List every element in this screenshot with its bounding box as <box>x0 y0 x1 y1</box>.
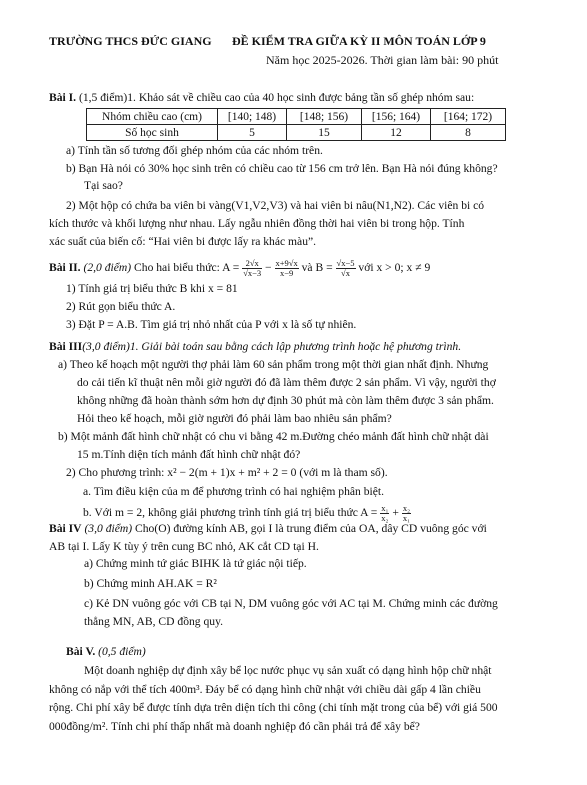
bai1-part2-line3: xác suất của biến cố: “Hai viên bi được lấy ra khác màu”. <box>49 235 317 248</box>
bai3-part2: 2) Cho phương trình: x² − 2(m + 1)x + m² + 2 = 0 (với m là tham số). <box>66 466 388 479</box>
fraction-numerator: x₁ <box>381 503 389 513</box>
fraction-b <box>336 259 356 278</box>
bai1-intro-text: (1,5 điểm)1. Khảo sát về chiều cao của 40 học sinh được bảng tần số ghép nhóm sau: <box>76 91 475 104</box>
bai2-condition: với x > 0; x ≠ 9 <box>355 261 431 275</box>
table-cell: [156; 164) <box>362 109 431 125</box>
table-cell: [164; 172) <box>431 109 506 125</box>
fraction-denominator: x−9 <box>279 268 294 278</box>
bai2-label: Bài II. <box>49 261 81 275</box>
bai1-label: Bài I. <box>49 91 77 104</box>
bai1-intro <box>49 91 474 105</box>
bai4-question-b: b) Chứng minh AH.AK = R² <box>84 577 217 590</box>
table-cell: 15 <box>287 125 362 141</box>
table-cell: 12 <box>362 125 431 141</box>
bai5-heading <box>66 645 146 659</box>
bai3-intro-text: (3,0 điểm)1. Giải bài toán sau bằng cách lập phương trình hoặc hệ phương trình. <box>82 340 462 353</box>
bai3-label: Bài III <box>49 340 83 353</box>
bai3-part2-b-text: b. Với m = 2, không giải phương trình tính giá trị biểu thức A = <box>83 506 381 520</box>
bai1-question-a: a) Tính tần số tương đối ghép nhóm của các nhóm trên. <box>66 144 323 157</box>
frequency-table <box>86 108 506 141</box>
bai3-a-line1: a) Theo kế hoạch một người thợ phải làm 60 sản phẩm trong một thời gian nhất định. Nhưng <box>58 358 489 371</box>
bai2-question-2: 2) Rút gọn biểu thức A. <box>66 300 176 313</box>
fraction-a1 <box>242 259 262 278</box>
bai3-part2-b <box>83 504 411 523</box>
table-row <box>87 109 506 125</box>
bai5-line2: không có nắp với thể tích 400m³. Đáy bể có dạng hình chữ nhật với chiều dài gấp 4 lần chiều <box>49 683 481 696</box>
bai3-a-line4: Hỏi theo kế hoạch, mỗi giờ người đó phải làm bao nhiêu sản phẩm? <box>77 412 392 425</box>
school-name: TRƯỜNG THCS ĐỨC GIANG <box>49 34 212 48</box>
table-cell: 5 <box>218 125 287 141</box>
bai2-intro-text: Cho hai biểu thức: A = <box>131 261 243 275</box>
bai5-line4: 000đồng/m². Tính chi phí thấp nhất mà doanh nghiệp đó cần phải trả để xây bể? <box>49 720 420 733</box>
bai4-label: Bài IV <box>49 522 82 535</box>
bai3-intro <box>49 340 461 354</box>
bai4-question-a: a) Chứng minh tứ giác BIHK là tứ giác nội tiếp. <box>84 557 307 570</box>
and-b-text: và B = <box>298 261 336 275</box>
table-cell: [140; 148) <box>218 109 287 125</box>
fraction-denominator: x₁ <box>402 513 411 523</box>
fraction-numerator: 2√x <box>242 259 262 269</box>
fraction-numerator: x₂ <box>402 503 411 513</box>
plus-sign: + <box>389 506 402 520</box>
bai5-line1: Một doanh nghiệp dự định xây bể lọc nước phục vụ sản xuất có dạng hình hộp chữ nhật <box>84 664 492 677</box>
bai3-a-line3: không những đã hoàn thành sớm hơn dự định 30 phút mà còn làm thêm được 3 sản phẩm. <box>77 394 494 407</box>
fraction-denominator: √x−3 <box>243 268 262 278</box>
bai5-label: Bài V. <box>66 645 96 658</box>
fraction-a2 <box>275 259 299 278</box>
bai5-line3: rộng. Chi phí xây bể được tính dựa trên diện tích thi công (chi tính mặt trong của bể) với giá 500 <box>49 701 498 714</box>
bai3-b-line2: 15 m.Tính diện tích mảnh đất hình chữ nhật đó? <box>77 448 301 461</box>
bai3-part2-a: a. Tìm điều kiện của m để phương trình có hai nghiệm phân biệt. <box>83 485 385 498</box>
bai1-question-b: b) Bạn Hà nói có 30% học sinh trên có chiều cao từ 156 cm trở lên. Bạn Hà nói đúng không? <box>66 162 498 175</box>
table-cell: 8 <box>431 125 506 141</box>
bai4-line2: AB tại I. Lấy K tùy ý trên cung BC nhỏ, AK cắt CD tại H. <box>49 540 319 553</box>
exam-title: ĐỀ KIỂM TRA GIỮA KỲ II MÔN TOÁN LỚP 9 <box>232 34 486 48</box>
bai5-points: (0,5 điểm) <box>95 645 146 658</box>
bai2-points: (2,0 điểm) <box>80 261 132 275</box>
bai2-question-1: 1) Tính giá trị biểu thức B khi x = 81 <box>66 282 238 295</box>
bai2-intro <box>49 259 430 278</box>
bai1-part2-line1: 2) Một hộp có chứa ba viên bi vàng(V1,V2,V3) và hai viên bi nâu(N1,N2). Các viên bi có <box>66 199 485 212</box>
bai1-part2-line2: kích thước và khối lượng như nhau. Lấy ngẫu nhiên đồng thời hai viên bi trong hộp. Tính <box>49 217 465 230</box>
bai3-b-line1: b) Một mảnh đất hình chữ nhật có chu vi bằng 42 m.Đường chéo mảnh đất hình chữ nhật dài <box>58 430 489 443</box>
bai2-question-3: 3) Đặt P = A.B. Tìm giá trị nhỏ nhất của P với x là số tự nhiên. <box>66 318 357 331</box>
bai1-question-b-cont: Tại sao? <box>84 179 123 192</box>
bai4-intro <box>49 522 487 536</box>
fraction-numerator: x+9√x <box>275 258 298 268</box>
bai4-question-c-line2: thẳng MN, AB, CD đồng quy. <box>84 615 224 628</box>
exam-year-time: Năm học 2025-2026. Thời gian làm bài: 90 phút <box>266 53 499 67</box>
bai4-line1: Cho(O) đường kính AB, gọi I là trung điểm của OA, dây CD vuông góc với <box>132 522 487 535</box>
fraction-denominator: √x <box>341 268 350 278</box>
bai4-points: (3,0 điểm) <box>81 522 133 535</box>
table-row <box>87 125 506 141</box>
fraction-numerator: √x−5 <box>336 258 355 268</box>
bai4-question-c-line1: c) Kẻ DN vuông góc với CB tại N, DM vuông góc với AC tại M. Chứng minh các đường <box>84 597 498 610</box>
bai3-a-line2: do cải tiến kĩ thuật nên mỗi giờ người đó đã làm thêm được 2 sản phẩm. Vì vậy, người thợ <box>77 376 496 389</box>
minus-sign: − <box>262 261 275 275</box>
fraction-x2-x1 <box>402 504 411 523</box>
fraction-denominator: x₂ <box>381 513 389 523</box>
table-cell: Nhóm chiều cao (cm) <box>87 109 218 125</box>
table-cell: Số học sinh <box>87 125 218 141</box>
table-cell: [148; 156) <box>287 109 362 125</box>
